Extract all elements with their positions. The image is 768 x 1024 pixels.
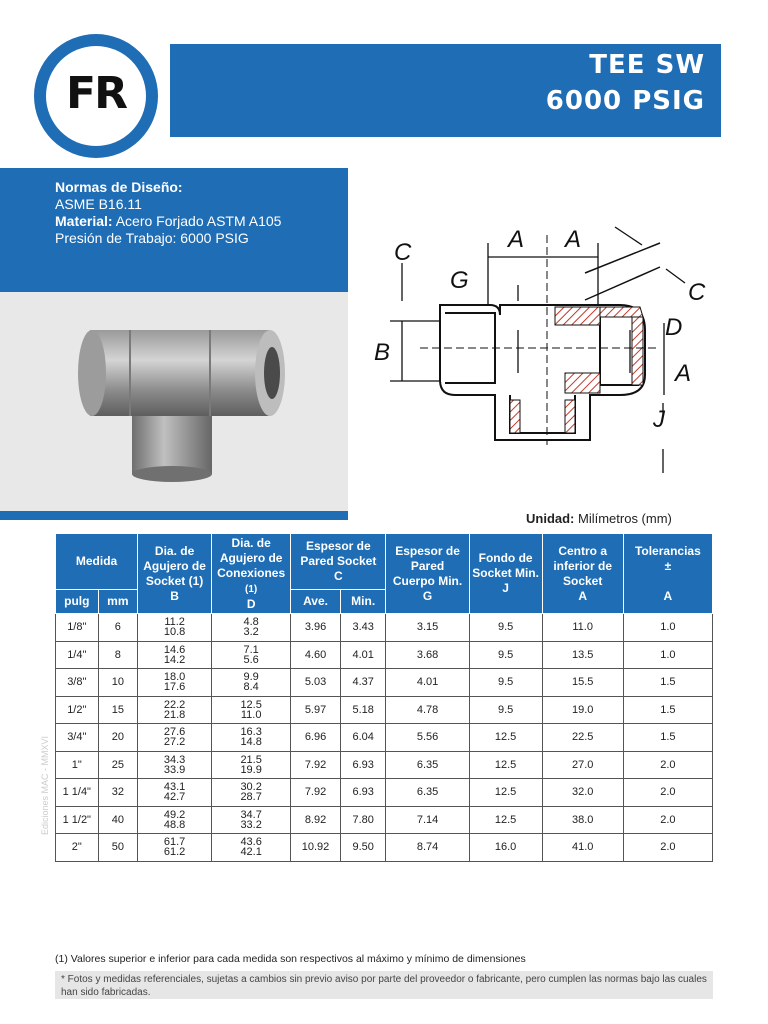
cell-size-mm: 20	[98, 724, 138, 752]
cell-connection-bore	[212, 779, 291, 807]
header-tolerance-pm: ±	[664, 558, 672, 573]
cell-wall-ave: 7.92	[291, 751, 341, 779]
cell-body-wall: 3.68	[386, 641, 469, 669]
cell-wall-min: 3.43	[340, 614, 386, 642]
cell-connection-bore-max: 7.1	[243, 643, 259, 656]
cell-center-bottom: 38.0	[542, 806, 623, 834]
header-socket-bore-sym: B	[170, 588, 179, 603]
cell-tolerance: 2.0	[623, 834, 712, 862]
table-row	[56, 614, 713, 642]
cell-socket-bore-min: 61.2	[163, 846, 186, 859]
cell-socket-depth: 9.5	[469, 696, 542, 724]
dim-label-a-left: A	[508, 226, 525, 253]
cell-socket-depth: 12.5	[469, 806, 542, 834]
cell-connection-bore-max: 43.6	[240, 836, 262, 849]
cell-body-wall: 6.35	[386, 779, 469, 807]
edition-watermark: Ediciones MAC - MMXVI	[40, 735, 50, 835]
cell-body-wall: 7.14	[386, 806, 469, 834]
cell-connection-bore-min: 28.7	[240, 791, 262, 804]
cell-connection-bore-min: 3.2	[243, 626, 259, 639]
logo: FR	[66, 68, 126, 119]
cell-size-inch: 3/4"	[56, 724, 99, 752]
cell-size-mm: 15	[98, 696, 138, 724]
cell-size-mm: 32	[98, 779, 138, 807]
header-socket-bore-text: Dia. de Agujero de Socket (1)	[143, 543, 206, 588]
dimension-table	[55, 533, 713, 862]
cell-socket-bore	[138, 806, 212, 834]
cell-socket-bore-min: 17.6	[163, 681, 186, 694]
header-center-bottom	[542, 534, 623, 614]
disclaimer: * Fotos y medidas referenciales, sujetas a cambios sin previo aviso por parte del proveedor o fabricante, pero cumplen las normas bajo las cuales han sido fabricadas.	[55, 971, 713, 999]
cell-size-inch: 2"	[56, 834, 99, 862]
cell-socket-depth: 9.5	[469, 669, 542, 697]
cell-socket-bore	[138, 641, 212, 669]
header-pulg: pulg	[56, 590, 99, 614]
cell-connection-bore	[212, 696, 291, 724]
header-body-wall-sym: G	[422, 588, 433, 603]
cell-connection-bore-min: 11.0	[240, 708, 262, 721]
table-row	[56, 751, 713, 779]
cell-socket-bore-max: 22.2	[163, 698, 186, 711]
header-socket-wall-sym: C	[334, 569, 343, 583]
header-connection-bore-note: (1)	[245, 583, 258, 595]
cell-socket-bore-max: 18.0	[163, 671, 186, 684]
table-row	[56, 834, 713, 862]
cell-socket-bore-min: 33.9	[163, 763, 186, 776]
unit-label	[526, 511, 672, 526]
cell-wall-min: 4.01	[340, 641, 386, 669]
cell-connection-bore	[212, 751, 291, 779]
dim-label-g: G	[450, 267, 469, 294]
cell-socket-bore-max: 34.3	[163, 753, 186, 766]
cell-center-bottom: 19.0	[542, 696, 623, 724]
cell-tolerance: 1.5	[623, 696, 712, 724]
cell-tolerance: 2.0	[623, 779, 712, 807]
cell-tolerance: 1.5	[623, 724, 712, 752]
header-socket-wall-text: Espesor de Pared Socket	[300, 539, 377, 568]
cell-tolerance: 1.5	[623, 669, 712, 697]
cell-socket-bore-min: 10.8	[163, 626, 186, 639]
header-center-bottom-text: Centro a inferior de Socket	[553, 543, 612, 588]
header-socket-depth-text: Fondo de Socket Min.	[472, 551, 539, 580]
cell-connection-bore-min: 14.8	[240, 736, 262, 749]
cell-size-mm: 10	[98, 669, 138, 697]
cell-connection-bore-max: 9.9	[243, 671, 259, 684]
cell-connection-bore	[212, 669, 291, 697]
cell-wall-min: 9.50	[340, 834, 386, 862]
cell-socket-bore-max: 11.2	[164, 616, 185, 629]
table-row	[56, 641, 713, 669]
cell-tolerance: 2.0	[623, 751, 712, 779]
cell-wall-min: 6.93	[340, 751, 386, 779]
cell-size-mm: 6	[98, 614, 138, 642]
dim-label-a-side: A	[675, 360, 692, 387]
cell-center-bottom: 32.0	[542, 779, 623, 807]
title-banner	[170, 44, 721, 137]
cell-socket-bore-max: 14.6	[163, 643, 186, 656]
material-label: Material:	[55, 213, 113, 229]
header-socket-depth-sym: J	[502, 581, 509, 595]
product-rating: 6000 PSIG	[545, 86, 705, 116]
cell-socket-depth: 12.5	[469, 724, 542, 752]
cell-size-mm: 40	[98, 806, 138, 834]
cell-connection-bore-min: 33.2	[240, 818, 262, 831]
cell-socket-bore-max: 49.2	[163, 808, 186, 821]
cell-socket-bore-min: 14.2	[163, 653, 186, 666]
cell-size-inch: 1/4"	[56, 641, 99, 669]
product-title: TEE SW	[589, 50, 705, 80]
cell-socket-depth: 9.5	[469, 641, 542, 669]
cell-socket-bore-min: 21.8	[163, 708, 186, 721]
cell-socket-depth: 12.5	[469, 779, 542, 807]
cell-wall-min: 7.80	[340, 806, 386, 834]
cell-socket-bore	[138, 751, 212, 779]
cell-size-mm: 25	[98, 751, 138, 779]
cell-wall-ave: 3.96	[291, 614, 341, 642]
cell-socket-bore-min: 48.8	[163, 818, 186, 831]
dim-label-b: B	[374, 339, 391, 366]
header-tolerance-sym: A	[663, 588, 673, 603]
cell-socket-bore-max: 61.7	[163, 836, 186, 849]
cell-body-wall: 6.35	[386, 751, 469, 779]
cell-socket-depth: 9.5	[469, 614, 542, 642]
table-row	[56, 696, 713, 724]
cell-connection-bore	[212, 806, 291, 834]
cell-connection-bore-max: 34.7	[240, 808, 262, 821]
header-mm: mm	[98, 590, 138, 614]
cell-socket-bore	[138, 669, 212, 697]
cell-connection-bore	[212, 834, 291, 862]
table-row	[56, 724, 713, 752]
cell-connection-bore-max: 12.5	[240, 698, 262, 711]
cell-wall-ave: 5.97	[291, 696, 341, 724]
cell-socket-bore	[138, 724, 212, 752]
cell-socket-bore-min: 42.7	[163, 791, 186, 804]
header-tolerance	[623, 534, 712, 614]
header-socket-depth	[469, 534, 542, 614]
cell-size-inch: 3/8"	[56, 669, 99, 697]
cell-body-wall: 4.78	[386, 696, 469, 724]
cell-socket-bore	[138, 614, 212, 642]
photo-accent-bar	[0, 511, 348, 520]
footnote: (1) Valores superior e inferior para cada medida son respectivos al máximo y mínimo de dimensiones	[55, 953, 526, 965]
cell-wall-min: 6.04	[340, 724, 386, 752]
product-photo	[0, 292, 348, 512]
header-connection-bore	[212, 534, 291, 614]
dim-label-c: C	[394, 239, 412, 266]
dim-label-d: D	[665, 314, 683, 341]
header-connection-bore-text: Dia. de Agujero de Conexiones	[217, 535, 286, 580]
cell-center-bottom: 41.0	[542, 834, 623, 862]
cell-wall-ave: 4.60	[291, 641, 341, 669]
cell-tolerance: 2.0	[623, 806, 712, 834]
cell-wall-min: 4.37	[340, 669, 386, 697]
cell-center-bottom: 11.0	[542, 614, 623, 642]
dim-label-j: J	[653, 406, 665, 433]
cell-socket-depth: 12.5	[469, 751, 542, 779]
header-center-bottom-sym: A	[578, 588, 587, 603]
tee-fitting-image	[0, 292, 348, 512]
header-connection-bore-sym: D	[246, 596, 256, 611]
cell-connection-bore-max: 4.8	[243, 616, 259, 629]
cell-wall-min: 6.93	[340, 779, 386, 807]
cell-wall-ave: 8.92	[291, 806, 341, 834]
cell-socket-bore	[138, 696, 212, 724]
cell-connection-bore-max: 16.3	[240, 726, 262, 739]
header-body-wall-text: Espesor de Pared Cuerpo Min.	[392, 543, 463, 588]
cell-connection-bore	[212, 614, 291, 642]
cell-wall-ave: 6.96	[291, 724, 341, 752]
cell-size-inch: 1 1/4"	[56, 779, 99, 807]
cell-socket-bore-max: 43.1	[163, 781, 186, 794]
cell-connection-bore-max: 21.5	[240, 753, 262, 766]
table-body	[56, 614, 713, 862]
cell-connection-bore	[212, 724, 291, 752]
cell-size-mm: 8	[98, 641, 138, 669]
cell-socket-bore	[138, 834, 212, 862]
design-standard-value: ASME B16.11	[55, 196, 142, 212]
cell-tolerance: 1.0	[623, 614, 712, 642]
header-socket-wall	[291, 534, 386, 590]
cell-size-mm: 50	[98, 834, 138, 862]
working-pressure: Presión de Trabajo: 6000 PSIG	[55, 230, 249, 246]
unit-label-title: Unidad:	[526, 511, 575, 526]
cell-socket-bore-min: 27.2	[163, 736, 186, 749]
table-row	[56, 669, 713, 697]
cell-center-bottom: 13.5	[542, 641, 623, 669]
cell-size-inch: 1/2"	[56, 696, 99, 724]
header-medida: Medida	[56, 534, 138, 590]
header-min: Min.	[340, 590, 386, 614]
cell-connection-bore-max: 30.2	[240, 781, 262, 794]
cell-body-wall: 5.56	[386, 724, 469, 752]
material-value: Acero Forjado ASTM A105	[112, 213, 282, 229]
header-socket-bore	[138, 534, 212, 614]
cell-body-wall: 8.74	[386, 834, 469, 862]
cell-body-wall: 3.15	[386, 614, 469, 642]
header-body-wall	[386, 534, 469, 614]
cell-body-wall: 4.01	[386, 669, 469, 697]
cell-wall-ave: 10.92	[291, 834, 341, 862]
table-row	[56, 779, 713, 807]
cell-center-bottom: 27.0	[542, 751, 623, 779]
cell-connection-bore-min: 8.4	[243, 681, 259, 694]
cell-wall-ave: 5.03	[291, 669, 341, 697]
cell-connection-bore-min: 19.9	[240, 763, 262, 776]
cell-socket-bore	[138, 779, 212, 807]
cell-connection-bore	[212, 641, 291, 669]
cell-connection-bore-min: 42.1	[240, 846, 262, 859]
design-standard-label: Normas de Diseño:	[55, 179, 183, 195]
cell-connection-bore-min: 5.6	[243, 653, 259, 666]
table-row	[56, 806, 713, 834]
cell-wall-min: 5.18	[340, 696, 386, 724]
dimension-diagram	[360, 205, 730, 495]
cell-size-inch: 1"	[56, 751, 99, 779]
cell-size-inch: 1 1/2"	[56, 806, 99, 834]
cell-socket-depth: 16.0	[469, 834, 542, 862]
dim-label-c-right: C	[688, 279, 706, 306]
cell-wall-ave: 7.92	[291, 779, 341, 807]
dim-label-a-right: A	[565, 226, 582, 253]
header-ave: Ave.	[291, 590, 341, 614]
header-tolerance-text: Tolerancias	[634, 543, 701, 558]
cell-center-bottom: 15.5	[542, 669, 623, 697]
unit-value: Milímetros (mm)	[574, 511, 672, 526]
cell-center-bottom: 22.5	[542, 724, 623, 752]
cell-tolerance: 1.0	[623, 641, 712, 669]
cell-socket-bore-max: 27.6	[163, 726, 186, 739]
cell-size-inch: 1/8"	[56, 614, 99, 642]
spec-info-box	[0, 168, 348, 292]
